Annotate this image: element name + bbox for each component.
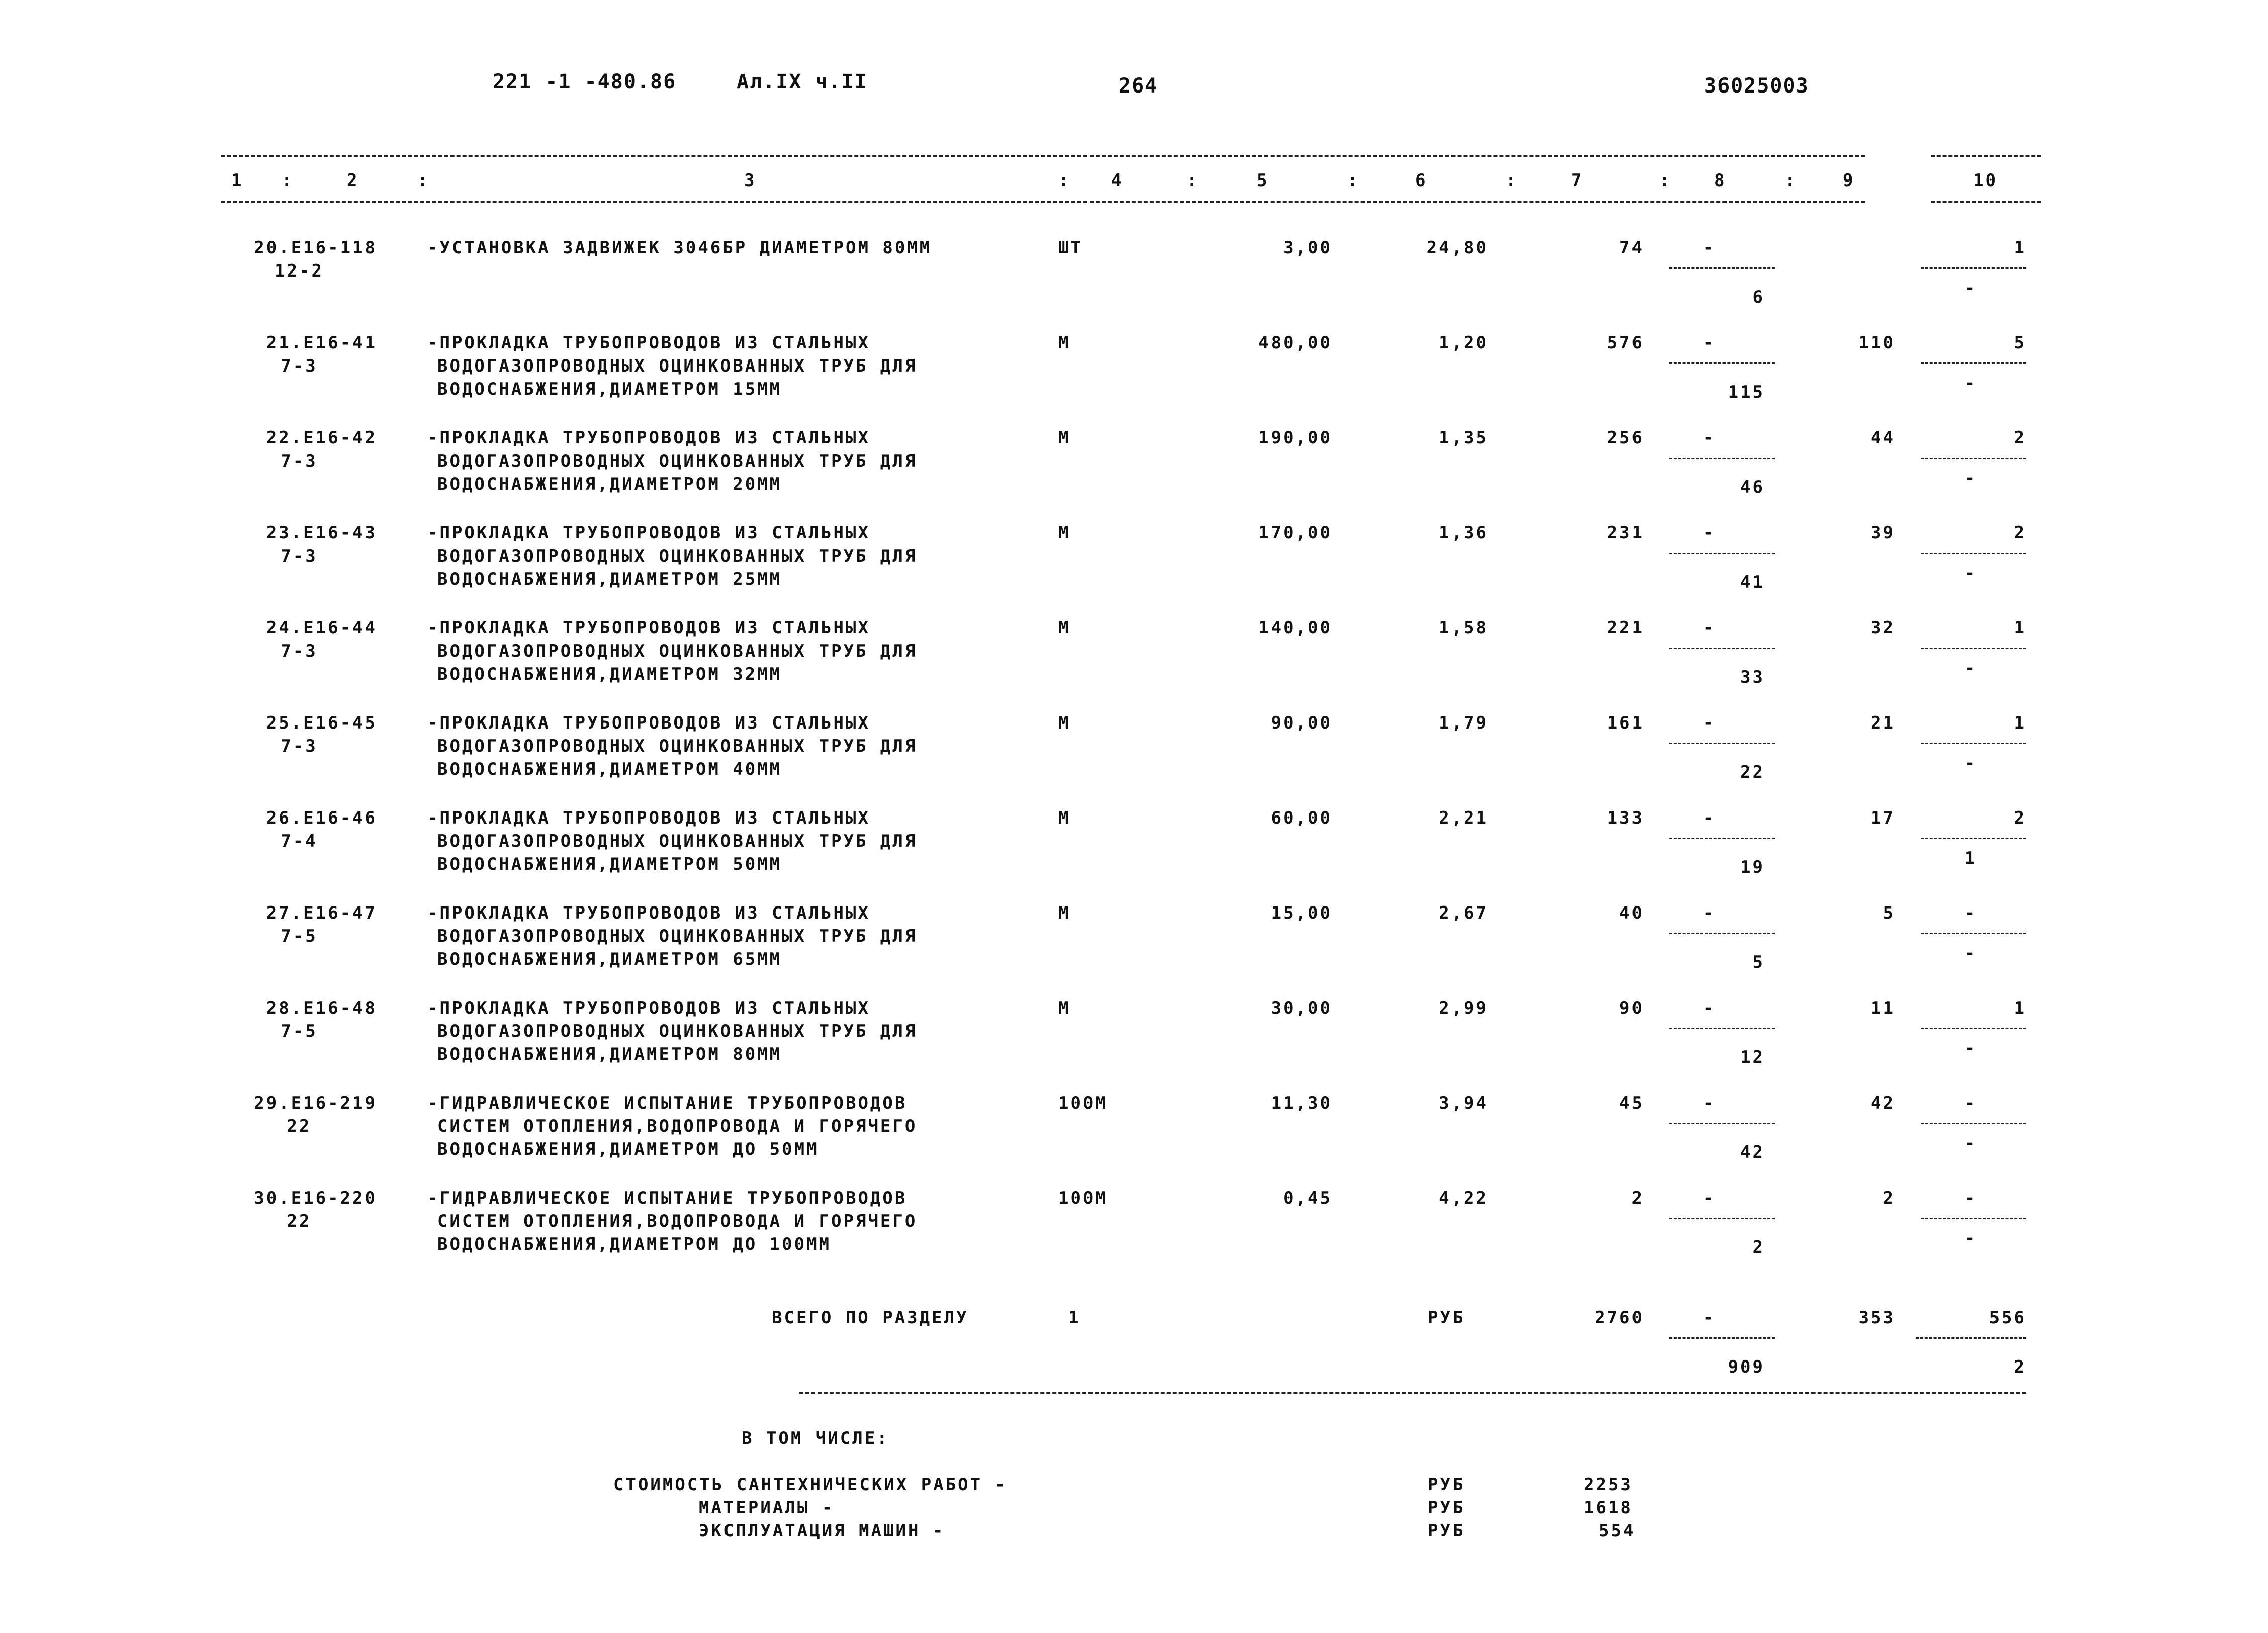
fraction-line: [1669, 838, 1775, 839]
row-col10-bottom: -: [1964, 278, 1977, 298]
row-unit: М: [1058, 998, 1071, 1018]
row-col8-top: -: [1703, 618, 1716, 638]
row-col9: 110: [1858, 333, 1895, 353]
row-unit-price: 24,80: [1426, 238, 1488, 258]
row-quantity: 30,00: [1271, 998, 1332, 1018]
row-col10-top: 2: [2014, 808, 2026, 828]
row-col8-top: -: [1703, 1093, 1716, 1113]
row-col8-bottom: 6: [1752, 287, 1765, 307]
row-col10-top: 2: [2014, 428, 2026, 448]
fraction-line: [1669, 1337, 1775, 1339]
materials-value: 1618: [1584, 1498, 1633, 1518]
col-sep: :: [1659, 170, 1672, 191]
section-total-col8-bottom: 909: [1728, 1357, 1765, 1377]
row-col10-bottom: -: [1964, 563, 1977, 583]
row-total: 576: [1607, 333, 1644, 353]
col-header-9: 9: [1843, 170, 1855, 191]
row-description-line: ВОДОСНАБЖЕНИЯ,ДИАМЕТРОМ 25ММ: [437, 569, 782, 589]
doc-number: 36025003: [1704, 74, 1809, 98]
row-unit-price: 1,20: [1439, 333, 1488, 353]
fraction-line: [1921, 648, 2026, 649]
fraction-line: [1669, 1028, 1775, 1029]
fraction-line: [1921, 1218, 2026, 1219]
fraction-line: [1669, 743, 1775, 744]
row-unit-price: 1,79: [1439, 713, 1488, 733]
col-header-2: 2: [347, 170, 359, 191]
fraction-line: [1669, 458, 1775, 459]
col-sep: :: [1506, 170, 1518, 191]
row-col8-bottom: 5: [1752, 952, 1765, 972]
row-col10-top: -: [1964, 1093, 1977, 1113]
row-description-line: ВОДОГАЗОПРОВОДНЫХ ОЦИНКОВАННЫХ ТРУБ ДЛЯ: [437, 736, 918, 756]
row-quantity: 60,00: [1271, 808, 1332, 828]
row-norm-code: 7-5: [281, 1021, 318, 1041]
row-description-line: ВОДОГАЗОПРОВОДНЫХ ОЦИНКОВАННЫХ ТРУБ ДЛЯ: [437, 926, 918, 946]
row-unit-price: 1,36: [1439, 523, 1488, 543]
fraction-line: [1669, 933, 1775, 934]
fraction-line: [1921, 267, 2026, 269]
row-col8-top: -: [1703, 333, 1716, 353]
works-cost-value: 2253: [1584, 1475, 1633, 1495]
row-description-line: ВОДОСНАБЖЕНИЯ,ДИАМЕТРОМ ДО 50ММ: [437, 1139, 819, 1159]
row-col10-top: 5: [2014, 333, 2026, 353]
row-quantity: 170,00: [1258, 523, 1332, 543]
row-number: 20.Е16-118: [254, 238, 377, 258]
fraction-line: [1921, 458, 2026, 459]
col-header-4: 4: [1111, 170, 1124, 191]
fraction-line: [1921, 553, 2026, 554]
row-unit: М: [1058, 618, 1071, 638]
row-total: 231: [1607, 523, 1644, 543]
header-bottom-rule: [221, 201, 1865, 203]
including-label: В ТОМ ЧИСЛЕ:: [742, 1428, 889, 1448]
col-header-7: 7: [1571, 170, 1584, 191]
row-description-line: -УСТАНОВКА ЗАДВИЖЕК 3046БР ДИАМЕТРОМ 80ММ: [427, 238, 932, 258]
row-quantity: 90,00: [1271, 713, 1332, 733]
row-unit-price: 1,58: [1439, 618, 1488, 638]
row-number: 21.Е16-41: [266, 333, 377, 353]
fraction-line: [1921, 1123, 2026, 1124]
row-col10-bottom: -: [1964, 1228, 1977, 1248]
row-col8-bottom: 22: [1740, 762, 1765, 782]
row-description-line: -ПРОКЛАДКА ТРУБОПРОВОДОВ ИЗ СТАЛЬНЫХ: [427, 428, 870, 448]
row-col8-top: -: [1703, 238, 1716, 258]
fraction-line: [1669, 1218, 1775, 1219]
row-number: 29.Е16-219: [254, 1093, 377, 1113]
row-description-line: ВОДОГАЗОПРОВОДНЫХ ОЦИНКОВАННЫХ ТРУБ ДЛЯ: [437, 356, 918, 376]
row-unit: ШТ: [1058, 238, 1083, 258]
row-total: 133: [1607, 808, 1644, 828]
section-total-rule: [799, 1392, 2026, 1394]
doc-code: 221 -1 -480.86: [493, 70, 677, 94]
row-description-line: ВОДОСНАБЖЕНИЯ,ДИАМЕТРОМ 20ММ: [437, 474, 782, 494]
row-description-line: -ПРОКЛАДКА ТРУБОПРОВОДОВ ИЗ СТАЛЬНЫХ: [427, 808, 870, 828]
row-col10-bottom: -: [1964, 373, 1977, 393]
row-unit-price: 2,67: [1439, 903, 1488, 923]
materials-label: МАТЕРИАЛЫ -: [699, 1498, 835, 1518]
row-description-line: -ГИДРАВЛИЧЕСКОЕ ИСПЫТАНИЕ ТРУБОПРОВОДОВ: [427, 1188, 908, 1208]
row-number: 25.Е16-45: [266, 713, 377, 733]
row-col10-top: 1: [2014, 618, 2026, 638]
row-col8-top: -: [1703, 1188, 1716, 1208]
fraction-line: [1921, 1028, 2026, 1029]
section-total-col10-top: 556: [1989, 1308, 2026, 1328]
section-total-col4: 1: [1068, 1308, 1081, 1328]
row-total: 221: [1607, 618, 1644, 638]
section-total-unit: РУБ: [1428, 1308, 1465, 1328]
col-header-10: 10: [1973, 170, 1998, 191]
row-col9: 39: [1871, 523, 1895, 543]
fraction-line: [1669, 362, 1775, 364]
row-col8-top: -: [1703, 428, 1716, 448]
row-number: 26.Е16-46: [266, 808, 377, 828]
row-col8-bottom: 42: [1740, 1142, 1765, 1162]
row-col10-bottom: -: [1964, 943, 1977, 963]
machinery-unit: РУБ: [1428, 1521, 1465, 1541]
row-norm-code: 7-3: [281, 736, 318, 756]
row-norm-code: 7-3: [281, 356, 318, 376]
works-cost-unit: РУБ: [1428, 1475, 1465, 1495]
col-header-3: 3: [744, 170, 757, 191]
row-col9: 42: [1871, 1093, 1895, 1113]
row-total: 90: [1619, 998, 1644, 1018]
row-total: 74: [1619, 238, 1644, 258]
row-col10-top: 1: [2014, 713, 2026, 733]
row-col8-bottom: 12: [1740, 1047, 1765, 1067]
row-col9: 21: [1871, 713, 1895, 733]
row-number: 24.Е16-44: [266, 618, 377, 638]
header-bottom-rule-col10: [1931, 201, 2041, 203]
row-description-line: ВОДОСНАБЖЕНИЯ,ДИАМЕТРОМ 50ММ: [437, 854, 782, 874]
row-col8-top: -: [1703, 903, 1716, 923]
fraction-line: [1921, 743, 2026, 744]
row-quantity: 140,00: [1258, 618, 1332, 638]
row-description-line: ВОДОГАЗОПРОВОДНЫХ ОЦИНКОВАННЫХ ТРУБ ДЛЯ: [437, 1021, 918, 1041]
fraction-line: [1921, 362, 2026, 364]
row-norm-code: 7-3: [281, 641, 318, 661]
row-description-line: СИСТЕМ ОТОПЛЕНИЯ,ВОДОПРОВОДА И ГОРЯЧЕГО: [437, 1211, 918, 1231]
row-col8-bottom: 41: [1740, 572, 1765, 592]
col-sep: :: [1347, 170, 1360, 191]
col-header-5: 5: [1257, 170, 1269, 191]
row-description-line: ВОДОСНАБЖЕНИЯ,ДИАМЕТРОМ 32ММ: [437, 664, 782, 684]
row-norm-code: 22: [287, 1211, 312, 1231]
row-description-line: ВОДОСНАБЖЕНИЯ,ДИАМЕТРОМ 15ММ: [437, 379, 782, 399]
row-description-line: ВОДОГАЗОПРОВОДНЫХ ОЦИНКОВАННЫХ ТРУБ ДЛЯ: [437, 451, 918, 471]
col-sep: :: [1058, 170, 1071, 191]
row-quantity: 15,00: [1271, 903, 1332, 923]
fraction-line: [1916, 1337, 2026, 1339]
row-col8-top: -: [1703, 713, 1716, 733]
section-total-label: ВСЕГО ПО РАЗДЕЛУ: [772, 1308, 969, 1328]
row-col8-bottom: 115: [1728, 382, 1765, 402]
row-col10-bottom: 1: [1964, 848, 1977, 868]
row-total: 2: [1631, 1188, 1644, 1208]
header-top-rule: [221, 155, 1865, 157]
row-description-line: -ПРОКЛАДКА ТРУБОПРОВОДОВ ИЗ СТАЛЬНЫХ: [427, 618, 870, 638]
row-col9: 5: [1883, 903, 1895, 923]
row-total: 45: [1619, 1093, 1644, 1113]
col-sep: :: [282, 170, 294, 191]
row-col9: 44: [1871, 428, 1895, 448]
row-total: 40: [1619, 903, 1644, 923]
row-col10-top: 1: [2014, 998, 2026, 1018]
section-total-col10-bottom: 2: [2014, 1357, 2026, 1377]
row-unit-price: 3,94: [1439, 1093, 1488, 1113]
fraction-line: [1669, 1123, 1775, 1124]
row-unit-price: 4,22: [1439, 1188, 1488, 1208]
row-unit: М: [1058, 808, 1071, 828]
row-norm-code: 7-3: [281, 546, 318, 566]
row-quantity: 11,30: [1271, 1093, 1332, 1113]
row-col8-top: -: [1703, 523, 1716, 543]
row-description-line: ВОДОГАЗОПРОВОДНЫХ ОЦИНКОВАННЫХ ТРУБ ДЛЯ: [437, 831, 918, 851]
row-col8-bottom: 19: [1740, 857, 1765, 877]
row-unit: М: [1058, 428, 1071, 448]
row-norm-code: 7-5: [281, 926, 318, 946]
row-unit: М: [1058, 523, 1071, 543]
row-description-line: ВОДОСНАБЖЕНИЯ,ДИАМЕТРОМ 40ММ: [437, 759, 782, 779]
row-col10-bottom: -: [1964, 1038, 1977, 1058]
section-total-col9: 353: [1858, 1308, 1895, 1328]
row-norm-code: 12-2: [275, 261, 324, 281]
row-number: 30.Е16-220: [254, 1188, 377, 1208]
row-total: 161: [1607, 713, 1644, 733]
fraction-line: [1921, 933, 2026, 934]
row-col10-top: 2: [2014, 523, 2026, 543]
row-description-line: -ПРОКЛАДКА ТРУБОПРОВОДОВ ИЗ СТАЛЬНЫХ: [427, 998, 870, 1018]
section-total-value: 2760: [1595, 1308, 1644, 1328]
row-description-line: ВОДОСНАБЖЕНИЯ,ДИАМЕТРОМ 80ММ: [437, 1044, 782, 1064]
col-header-8: 8: [1714, 170, 1727, 191]
row-unit: 100М: [1058, 1093, 1108, 1113]
fraction-line: [1669, 648, 1775, 649]
row-unit-price: 1,35: [1439, 428, 1488, 448]
fraction-line: [1921, 838, 2026, 839]
row-norm-code: 7-4: [281, 831, 318, 851]
row-description-line: -ПРОКЛАДКА ТРУБОПРОВОДОВ ИЗ СТАЛЬНЫХ: [427, 333, 870, 353]
album-label: Ал.IX ч.II: [737, 70, 868, 94]
materials-unit: РУБ: [1428, 1498, 1465, 1518]
row-col10-bottom: -: [1964, 1133, 1977, 1153]
col-header-6: 6: [1415, 170, 1428, 191]
row-unit: М: [1058, 713, 1071, 733]
row-description-line: -ПРОКЛАДКА ТРУБОПРОВОДОВ ИЗ СТАЛЬНЫХ: [427, 713, 870, 733]
works-cost-label: СТОИМОСТЬ САНТЕХНИЧЕСКИХ РАБОТ -: [613, 1475, 1008, 1495]
row-col10-top: -: [1964, 1188, 1977, 1208]
row-col8-top: -: [1703, 808, 1716, 828]
row-description-line: ВОДОСНАБЖЕНИЯ,ДИАМЕТРОМ ДО 100ММ: [437, 1234, 832, 1254]
fraction-line: [1669, 553, 1775, 554]
row-col10-bottom: -: [1964, 753, 1977, 773]
row-total: 256: [1607, 428, 1644, 448]
row-col8-bottom: 46: [1740, 477, 1765, 497]
row-col10-top: 1: [2014, 238, 2026, 258]
row-col9: 11: [1871, 998, 1895, 1018]
col-sep: :: [1187, 170, 1199, 191]
row-number: 28.Е16-48: [266, 998, 377, 1018]
row-col8-bottom: 2: [1752, 1237, 1765, 1257]
row-unit: М: [1058, 903, 1071, 923]
row-quantity: 480,00: [1258, 333, 1332, 353]
row-unit-price: 2,99: [1439, 998, 1488, 1018]
row-description-line: -ПРОКЛАДКА ТРУБОПРОВОДОВ ИЗ СТАЛЬНЫХ: [427, 523, 870, 543]
row-description-line: СИСТЕМ ОТОПЛЕНИЯ,ВОДОПРОВОДА И ГОРЯЧЕГО: [437, 1116, 918, 1136]
row-quantity: 0,45: [1283, 1188, 1332, 1208]
row-description-line: ВОДОСНАБЖЕНИЯ,ДИАМЕТРОМ 65ММ: [437, 949, 782, 969]
row-description-line: ВОДОГАЗОПРОВОДНЫХ ОЦИНКОВАННЫХ ТРУБ ДЛЯ: [437, 546, 918, 566]
row-description-line: -ПРОКЛАДКА ТРУБОПРОВОДОВ ИЗ СТАЛЬНЫХ: [427, 903, 870, 923]
row-quantity: 190,00: [1258, 428, 1332, 448]
col-header-1: 1: [231, 170, 244, 191]
row-col10-bottom: -: [1964, 468, 1977, 488]
header-top-rule-col10: [1931, 155, 2041, 157]
row-unit: М: [1058, 333, 1071, 353]
row-col8-top: -: [1703, 998, 1716, 1018]
machinery-value: 554: [1599, 1521, 1636, 1541]
row-col8-bottom: 33: [1740, 667, 1765, 687]
section-total-col8-top: -: [1703, 1308, 1716, 1328]
row-number: 23.Е16-43: [266, 523, 377, 543]
row-col9: 2: [1883, 1188, 1895, 1208]
row-number: 27.Е16-47: [266, 903, 377, 923]
machinery-label: ЭКСПЛУАТАЦИЯ МАШИН -: [699, 1521, 945, 1541]
row-col10-top: -: [1964, 903, 1977, 923]
row-norm-code: 7-3: [281, 451, 318, 471]
row-description-line: ВОДОГАЗОПРОВОДНЫХ ОЦИНКОВАННЫХ ТРУБ ДЛЯ: [437, 641, 918, 661]
row-unit-price: 2,21: [1439, 808, 1488, 828]
row-unit: 100М: [1058, 1188, 1108, 1208]
row-col10-bottom: -: [1964, 658, 1977, 678]
row-number: 22.Е16-42: [266, 428, 377, 448]
page-number: 264: [1119, 74, 1158, 98]
fraction-line: [1669, 267, 1775, 269]
row-description-line: -ГИДРАВЛИЧЕСКОЕ ИСПЫТАНИЕ ТРУБОПРОВОДОВ: [427, 1093, 908, 1113]
row-col9: 17: [1871, 808, 1895, 828]
row-col9: 32: [1871, 618, 1895, 638]
col-sep: :: [417, 170, 430, 191]
row-quantity: 3,00: [1283, 238, 1332, 258]
row-norm-code: 22: [287, 1116, 312, 1136]
col-sep: :: [1785, 170, 1797, 191]
